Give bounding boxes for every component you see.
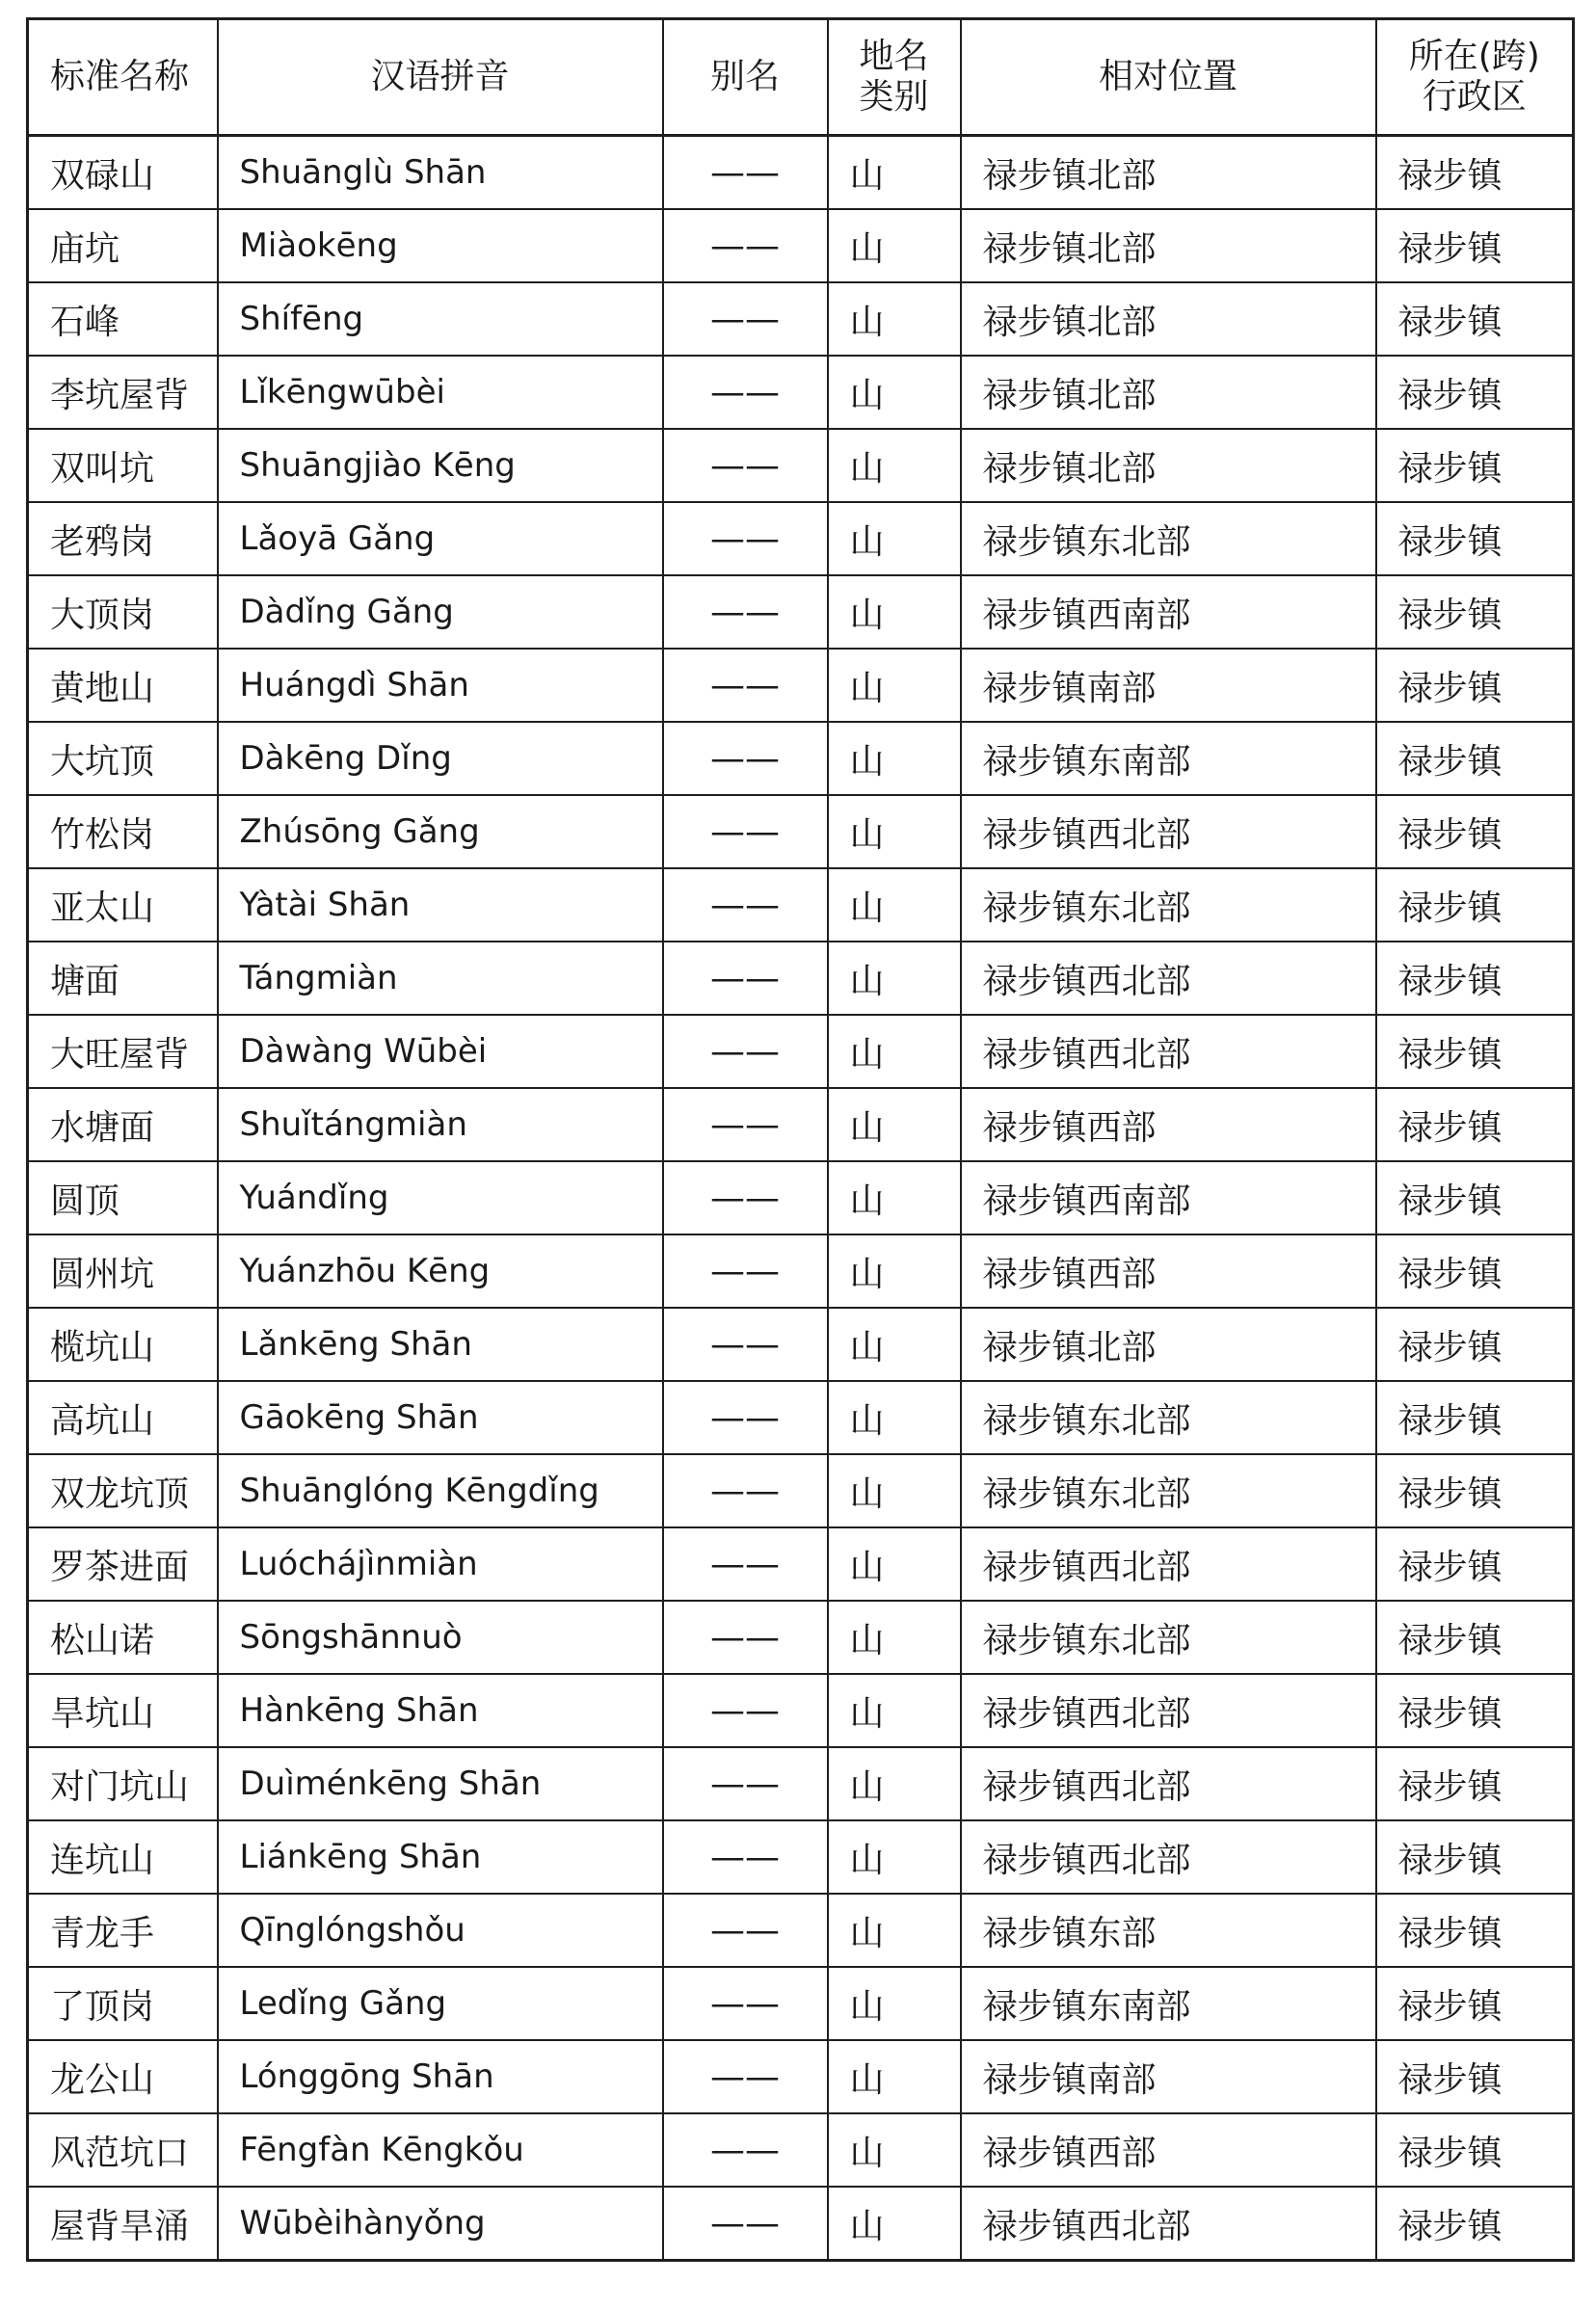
cell-pinyin: Zhúsōng Gǎng xyxy=(218,795,663,868)
header-admin-region-label: 所在(跨)行政区 xyxy=(1408,37,1540,117)
cell-pinyin: Duìménkēng Shān xyxy=(218,1747,663,1820)
cell-pinyin: Hànkēng Shān xyxy=(218,1674,663,1747)
table-row xyxy=(28,868,1574,942)
cell-admin-region: 禄步镇 xyxy=(1376,795,1574,868)
cell-relative-position: 禄步镇西南部 xyxy=(961,1161,1376,1234)
cell-relative-position: 禄步镇西部 xyxy=(961,1088,1376,1161)
cell-admin-region: 禄步镇 xyxy=(1376,1967,1574,2040)
cell-alias: —— xyxy=(663,1381,828,1454)
cell-alias: —— xyxy=(663,868,828,942)
cell-admin-region: 禄步镇 xyxy=(1376,1820,1574,1894)
cell-pinyin: Huángdì Shān xyxy=(218,649,663,722)
cell-relative-position: 禄步镇西北部 xyxy=(961,2187,1376,2261)
cell-pinyin: Lónggōng Shān xyxy=(218,2040,663,2113)
cell-standard-name: 石峰 xyxy=(28,282,218,356)
header-standard-name: 标准名称 xyxy=(28,19,218,136)
cell-relative-position: 禄步镇西北部 xyxy=(961,795,1376,868)
cell-admin-region: 禄步镇 xyxy=(1376,1674,1574,1747)
cell-standard-name: 双龙坑顶 xyxy=(28,1454,218,1527)
cell-standard-name: 旱坑山 xyxy=(28,1674,218,1747)
table-row xyxy=(28,1088,1574,1161)
cell-admin-region: 禄步镇 xyxy=(1376,1381,1574,1454)
table-row xyxy=(28,1674,1574,1747)
cell-place-type: 山 xyxy=(828,722,961,795)
cell-pinyin: Dàwàng Wūbèi xyxy=(218,1015,663,1088)
cell-place-type: 山 xyxy=(828,2113,961,2187)
cell-standard-name: 庙坑 xyxy=(28,209,218,282)
cell-admin-region: 禄步镇 xyxy=(1376,1454,1574,1527)
cell-alias: —— xyxy=(663,2187,828,2261)
cell-place-type: 山 xyxy=(828,1308,961,1381)
cell-alias: —— xyxy=(663,1015,828,1088)
cell-place-type: 山 xyxy=(828,1601,961,1674)
cell-admin-region: 禄步镇 xyxy=(1376,649,1574,722)
header-place-type xyxy=(828,19,961,136)
cell-standard-name: 黄地山 xyxy=(28,649,218,722)
cell-relative-position: 禄步镇北部 xyxy=(961,356,1376,429)
cell-relative-position: 禄步镇东北部 xyxy=(961,1601,1376,1674)
table-row xyxy=(28,1527,1574,1601)
cell-admin-region: 禄步镇 xyxy=(1376,136,1574,210)
cell-admin-region: 禄步镇 xyxy=(1376,1088,1574,1161)
cell-admin-region: 禄步镇 xyxy=(1376,868,1574,942)
cell-admin-region: 禄步镇 xyxy=(1376,575,1574,649)
cell-pinyin: Liánkēng Shān xyxy=(218,1820,663,1894)
cell-standard-name: 龙公山 xyxy=(28,2040,218,2113)
cell-relative-position: 禄步镇东北部 xyxy=(961,1454,1376,1527)
cell-pinyin: Gāokēng Shān xyxy=(218,1381,663,1454)
cell-admin-region: 禄步镇 xyxy=(1376,942,1574,1015)
cell-standard-name: 竹松岗 xyxy=(28,795,218,868)
cell-pinyin: Shuānglóng Kēngdǐng xyxy=(218,1454,663,1527)
cell-place-type: 山 xyxy=(828,1894,961,1967)
cell-admin-region: 禄步镇 xyxy=(1376,429,1574,502)
cell-place-type: 山 xyxy=(828,2187,961,2261)
cell-admin-region: 禄步镇 xyxy=(1376,1527,1574,1601)
cell-place-type: 山 xyxy=(828,1674,961,1747)
cell-place-type: 山 xyxy=(828,1747,961,1820)
cell-relative-position: 禄步镇西北部 xyxy=(961,1015,1376,1088)
cell-standard-name: 风范坑口 xyxy=(28,2113,218,2187)
cell-alias: —— xyxy=(663,429,828,502)
table-row xyxy=(28,356,1574,429)
table-row xyxy=(28,1454,1574,1527)
cell-relative-position: 禄步镇南部 xyxy=(961,649,1376,722)
cell-relative-position: 禄步镇西北部 xyxy=(961,1820,1376,1894)
cell-place-type: 山 xyxy=(828,1088,961,1161)
cell-alias: —— xyxy=(663,1747,828,1820)
cell-standard-name: 圆州坑 xyxy=(28,1234,218,1308)
cell-standard-name: 大旺屋背 xyxy=(28,1015,218,1088)
cell-relative-position: 禄步镇西部 xyxy=(961,1234,1376,1308)
cell-place-type: 山 xyxy=(828,649,961,722)
cell-alias: —— xyxy=(663,1234,828,1308)
cell-alias: —— xyxy=(663,1601,828,1674)
cell-place-type: 山 xyxy=(828,1381,961,1454)
cell-standard-name: 塘面 xyxy=(28,942,218,1015)
table-row xyxy=(28,209,1574,282)
cell-standard-name: 亚太山 xyxy=(28,868,218,942)
cell-pinyin: Ledǐng Gǎng xyxy=(218,1967,663,2040)
cell-standard-name: 青龙手 xyxy=(28,1894,218,1967)
cell-place-type: 山 xyxy=(828,1161,961,1234)
header-place-type-label: 地名类别 xyxy=(859,37,929,117)
cell-pinyin: Luóchájìnmiàn xyxy=(218,1527,663,1601)
cell-admin-region: 禄步镇 xyxy=(1376,2040,1574,2113)
cell-alias: —— xyxy=(663,136,828,210)
table-row xyxy=(28,795,1574,868)
cell-standard-name: 罗茶进面 xyxy=(28,1527,218,1601)
cell-alias: —— xyxy=(663,1454,828,1527)
table-row xyxy=(28,429,1574,502)
cell-place-type: 山 xyxy=(828,356,961,429)
table-row xyxy=(28,1601,1574,1674)
cell-alias: —— xyxy=(663,1161,828,1234)
cell-place-type: 山 xyxy=(828,1234,961,1308)
header-relative-position: 相对位置 xyxy=(961,19,1376,136)
cell-standard-name: 老鸦岗 xyxy=(28,502,218,575)
table-row xyxy=(28,1820,1574,1894)
cell-pinyin: Dàdǐng Gǎng xyxy=(218,575,663,649)
cell-place-type: 山 xyxy=(828,136,961,210)
cell-pinyin: Fēngfàn Kēngkǒu xyxy=(218,2113,663,2187)
cell-relative-position: 禄步镇东北部 xyxy=(961,868,1376,942)
cell-relative-position: 禄步镇北部 xyxy=(961,136,1376,210)
table-row xyxy=(28,2040,1574,2113)
cell-place-type: 山 xyxy=(828,209,961,282)
cell-place-type: 山 xyxy=(828,1820,961,1894)
cell-alias: —— xyxy=(663,1967,828,2040)
cell-place-type: 山 xyxy=(828,868,961,942)
cell-alias: —— xyxy=(663,795,828,868)
table-row xyxy=(28,282,1574,356)
cell-standard-name: 大顶岗 xyxy=(28,575,218,649)
cell-admin-region: 禄步镇 xyxy=(1376,502,1574,575)
cell-relative-position: 禄步镇东北部 xyxy=(961,1381,1376,1454)
table-row xyxy=(28,2187,1574,2261)
cell-place-type: 山 xyxy=(828,1967,961,2040)
cell-alias: —— xyxy=(663,1088,828,1161)
cell-pinyin: Yuánzhōu Kēng xyxy=(218,1234,663,1308)
cell-place-type: 山 xyxy=(828,795,961,868)
cell-admin-region: 禄步镇 xyxy=(1376,1234,1574,1308)
cell-relative-position: 禄步镇西北部 xyxy=(961,1674,1376,1747)
cell-admin-region: 禄步镇 xyxy=(1376,282,1574,356)
table-row xyxy=(28,502,1574,575)
table-row xyxy=(28,1747,1574,1820)
cell-relative-position: 禄步镇东南部 xyxy=(961,1967,1376,2040)
cell-relative-position: 禄步镇北部 xyxy=(961,282,1376,356)
cell-alias: —— xyxy=(663,502,828,575)
cell-alias: —— xyxy=(663,575,828,649)
cell-standard-name: 了顶岗 xyxy=(28,1967,218,2040)
table-row xyxy=(28,1967,1574,2040)
header-pinyin: 汉语拼音 xyxy=(218,19,663,136)
cell-admin-region: 禄步镇 xyxy=(1376,209,1574,282)
cell-pinyin: Miàokēng xyxy=(218,209,663,282)
place-name-table xyxy=(26,17,1575,2262)
cell-pinyin: Tángmiàn xyxy=(218,942,663,1015)
cell-relative-position: 禄步镇北部 xyxy=(961,1308,1376,1381)
cell-admin-region: 禄步镇 xyxy=(1376,1161,1574,1234)
cell-relative-position: 禄步镇东南部 xyxy=(961,722,1376,795)
table-row xyxy=(28,649,1574,722)
cell-place-type: 山 xyxy=(828,1015,961,1088)
cell-place-type: 山 xyxy=(828,502,961,575)
cell-pinyin: Sōngshānnuò xyxy=(218,1601,663,1674)
cell-pinyin: Lǎnkēng Shān xyxy=(218,1308,663,1381)
cell-standard-name: 水塘面 xyxy=(28,1088,218,1161)
cell-admin-region: 禄步镇 xyxy=(1376,1894,1574,1967)
cell-alias: —— xyxy=(663,1308,828,1381)
table-row xyxy=(28,575,1574,649)
cell-standard-name: 高坑山 xyxy=(28,1381,218,1454)
cell-relative-position: 禄步镇北部 xyxy=(961,209,1376,282)
cell-place-type: 山 xyxy=(828,942,961,1015)
cell-standard-name: 李坑屋背 xyxy=(28,356,218,429)
cell-admin-region: 禄步镇 xyxy=(1376,722,1574,795)
cell-standard-name: 圆顶 xyxy=(28,1161,218,1234)
cell-alias: —— xyxy=(663,2040,828,2113)
cell-standard-name: 屋背旱涌 xyxy=(28,2187,218,2261)
cell-relative-position: 禄步镇西北部 xyxy=(961,942,1376,1015)
cell-alias: —— xyxy=(663,2113,828,2187)
cell-standard-name: 双叫坑 xyxy=(28,429,218,502)
cell-admin-region: 禄步镇 xyxy=(1376,356,1574,429)
cell-admin-region: 禄步镇 xyxy=(1376,2187,1574,2261)
cell-standard-name: 对门坑山 xyxy=(28,1747,218,1820)
cell-pinyin: Dàkēng Dǐng xyxy=(218,722,663,795)
table-row xyxy=(28,1015,1574,1088)
table-row xyxy=(28,942,1574,1015)
cell-standard-name: 双碌山 xyxy=(28,136,218,210)
cell-alias: —— xyxy=(663,1674,828,1747)
cell-relative-position: 禄步镇西南部 xyxy=(961,575,1376,649)
table-row xyxy=(28,1234,1574,1308)
cell-standard-name: 连坑山 xyxy=(28,1820,218,1894)
cell-relative-position: 禄步镇东部 xyxy=(961,1894,1376,1967)
cell-pinyin: Lǐkēngwūbèi xyxy=(218,356,663,429)
cell-relative-position: 禄步镇北部 xyxy=(961,429,1376,502)
cell-admin-region: 禄步镇 xyxy=(1376,1601,1574,1674)
cell-place-type: 山 xyxy=(828,429,961,502)
cell-standard-name: 松山诺 xyxy=(28,1601,218,1674)
cell-relative-position: 禄步镇西北部 xyxy=(961,1527,1376,1601)
header-alias: 别名 xyxy=(663,19,828,136)
cell-admin-region: 禄步镇 xyxy=(1376,2113,1574,2187)
table-row xyxy=(28,136,1574,210)
cell-pinyin: Yuándǐng xyxy=(218,1161,663,1234)
cell-relative-position: 禄步镇南部 xyxy=(961,2040,1376,2113)
header-admin-region xyxy=(1376,19,1574,136)
cell-standard-name: 大坑顶 xyxy=(28,722,218,795)
cell-pinyin: Yàtài Shān xyxy=(218,868,663,942)
cell-alias: —— xyxy=(663,209,828,282)
cell-place-type: 山 xyxy=(828,2040,961,2113)
cell-relative-position: 禄步镇西北部 xyxy=(961,1747,1376,1820)
cell-alias: —— xyxy=(663,649,828,722)
cell-pinyin: Qīnglóngshǒu xyxy=(218,1894,663,1967)
cell-relative-position: 禄步镇东北部 xyxy=(961,502,1376,575)
cell-pinyin: Shífēng xyxy=(218,282,663,356)
table-row xyxy=(28,1308,1574,1381)
table-row xyxy=(28,2113,1574,2187)
table-row xyxy=(28,1381,1574,1454)
cell-pinyin: Lǎoyā Gǎng xyxy=(218,502,663,575)
cell-alias: —— xyxy=(663,1527,828,1601)
table-header-row xyxy=(28,19,1574,136)
cell-alias: —— xyxy=(663,1820,828,1894)
cell-admin-region: 禄步镇 xyxy=(1376,1015,1574,1088)
cell-relative-position: 禄步镇西部 xyxy=(961,2113,1376,2187)
cell-alias: —— xyxy=(663,356,828,429)
cell-pinyin: Shuǐtángmiàn xyxy=(218,1088,663,1161)
table-row xyxy=(28,1161,1574,1234)
table-row xyxy=(28,722,1574,795)
cell-admin-region: 禄步镇 xyxy=(1376,1747,1574,1820)
cell-standard-name: 榄坑山 xyxy=(28,1308,218,1381)
cell-place-type: 山 xyxy=(828,282,961,356)
cell-place-type: 山 xyxy=(828,1527,961,1601)
cell-pinyin: Shuāngjiào Kēng xyxy=(218,429,663,502)
cell-alias: —— xyxy=(663,942,828,1015)
cell-pinyin: Wūbèihànyǒng xyxy=(218,2187,663,2261)
cell-place-type: 山 xyxy=(828,575,961,649)
cell-alias: —— xyxy=(663,1894,828,1967)
cell-alias: —— xyxy=(663,282,828,356)
cell-place-type: 山 xyxy=(828,1454,961,1527)
table-row xyxy=(28,1894,1574,1967)
cell-pinyin: Shuānglù Shān xyxy=(218,136,663,210)
cell-admin-region: 禄步镇 xyxy=(1376,1308,1574,1381)
cell-alias: —— xyxy=(663,722,828,795)
